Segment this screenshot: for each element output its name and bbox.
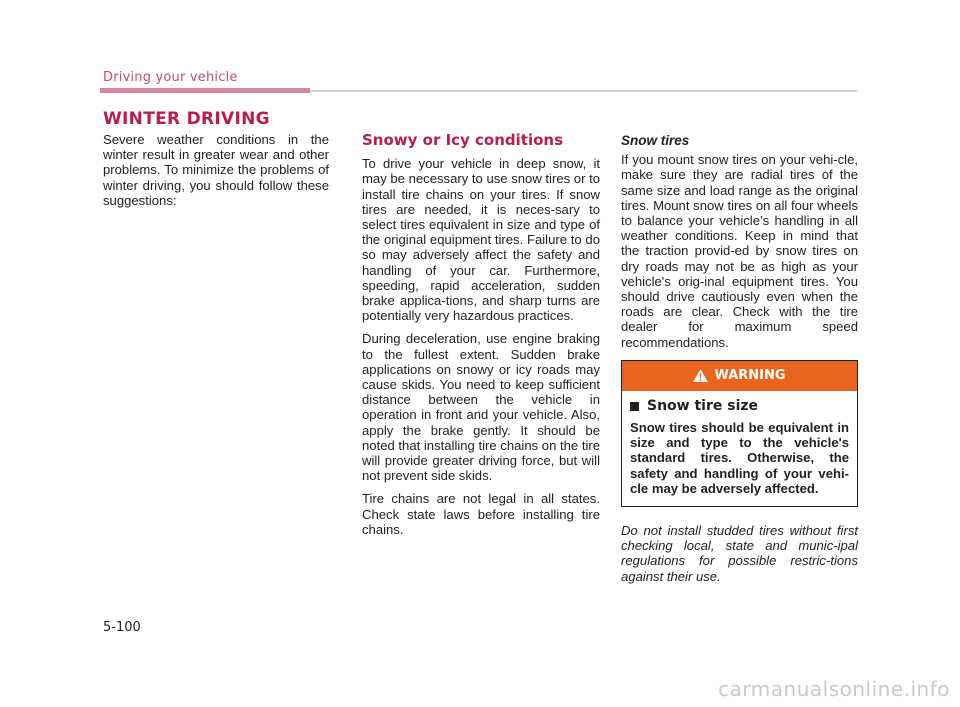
warning-box	[621, 360, 858, 507]
watermark: carmanualsonline.info	[718, 677, 950, 701]
warning-subheading-text: Snow tire size	[647, 397, 759, 414]
page-number: 5-100	[103, 620, 141, 635]
snowy-icy-paragraph-2: During deceleration, use engine braking to the fullest extent. Sudden brake applications on snowy or icy roads may cause skids. You need to keep sufficient distance between the vehicle in operation in front and your vehicle. Also, apply the brake gently. It should be noted that installing tire chains on the tire will provide greater driving force, but will not prevent side skids.	[362, 331, 601, 484]
header-rule-accent	[100, 88, 310, 93]
warning-triangle-icon	[693, 369, 708, 382]
snow-tires-paragraph: If you mount snow tires on your vehi-cle, make sure they are radial tires of the same size and load range as the original tires. Mount snow tires on all four wheels to balance your vehicle’s handling in all weather conditions. Keep in mind that the traction provid-ed by snow tires on dry roads may not be as high as your vehicle's orig-inal equipment tires. You should drive cautiously even when the roads are clear. Check with the tire dealer for maximum speed recommendations.	[621, 152, 858, 350]
warning-body	[622, 391, 857, 506]
column-snow-tires	[621, 133, 858, 592]
snowy-icy-heading: Snowy or Icy conditions	[362, 131, 564, 149]
warning-text: Snow tires should be equivalent in size and type to the vehicle's standard tires. Otherwise, the safety and handling of your vehi-cle may be adversely affected.	[630, 420, 849, 496]
column-intro	[103, 132, 329, 216]
snow-tires-heading: Snow tires	[621, 133, 690, 148]
column-snowy-icy	[362, 133, 600, 545]
section-title: WINTER DRIVING	[103, 109, 270, 129]
warning-header	[622, 361, 857, 391]
header-rule	[310, 90, 857, 92]
snowy-icy-paragraph-1: To drive your vehicle in deep snow, it may be necessary to use snow tires or to install tire chains on your tires. If snow tires are needed, it is neces-sary to select tires equivalent in size and type of the original equipment tires. Failure to do so may adversely affect the safety and handling of your car. Furthermore, speeding, rapid acceleration, sudden brake applica-tions, and sharp turns are potentially very hazardous practices.	[362, 156, 600, 324]
snowy-icy-paragraph-3: Tire chains are not legal in all states. Check state laws before installing tire chains.	[362, 491, 600, 537]
chapter-title: Driving your vehicle	[103, 70, 238, 85]
intro-paragraph: Severe weather conditions in the winter result in greater wear and other problems. To minimize the problems of winter driving, you should follow these suggestions:	[103, 132, 329, 208]
bullet-square-icon	[630, 402, 639, 411]
warning-label: WARNING	[714, 368, 786, 384]
warning-subheading	[630, 399, 849, 414]
studded-tires-note: Do not install studded tires without first checking local, state and munic-ipal regulations for possible restric-tions against their use.	[621, 523, 858, 584]
